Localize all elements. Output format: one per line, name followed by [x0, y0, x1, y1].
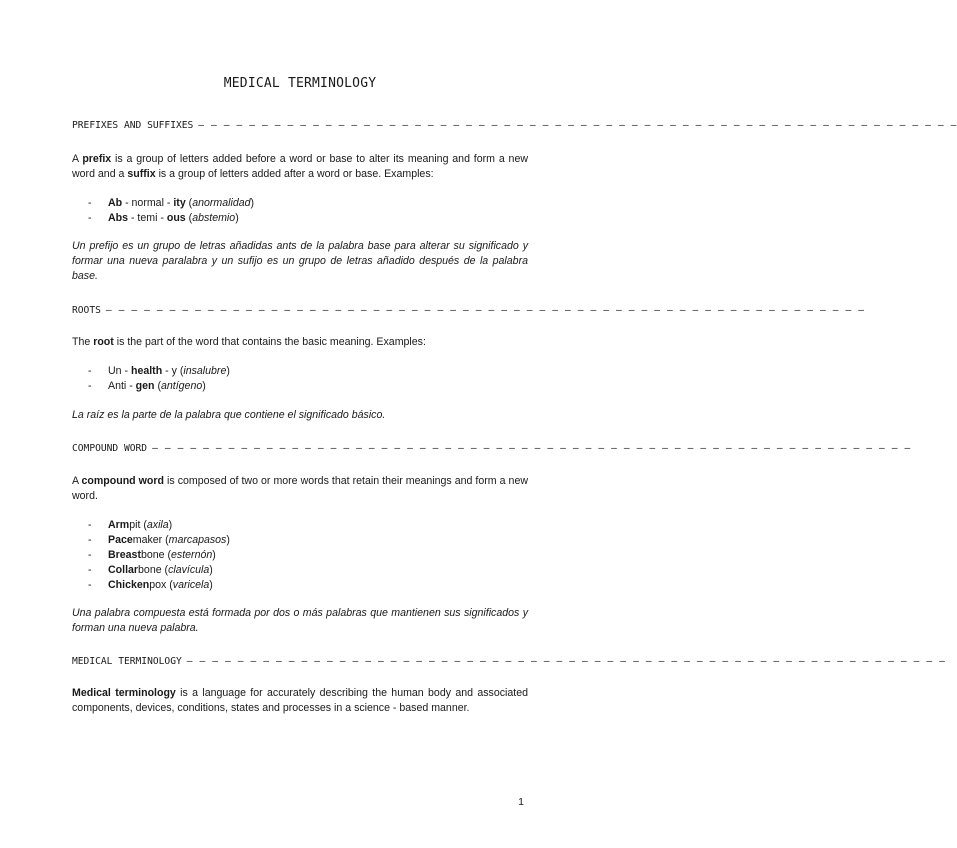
bold-term: ity — [173, 197, 186, 209]
list-item: - Collarbone (clavícula) — [88, 563, 230, 578]
list-item: - Ab - normal - ity (anormalidad) — [88, 196, 254, 211]
paragraph-compound-definition: A compound word is composed of two or more words that retain their meanings and form a new word. — [72, 475, 528, 502]
bold-term: suffix — [127, 168, 156, 180]
spanish-translation: clavícula — [168, 564, 210, 576]
bold-term: health — [130, 365, 163, 377]
heading-label: COMPOUND WORD — [72, 443, 148, 454]
bold-term: Medical terminology — [72, 687, 176, 699]
paragraph-root-definition: The root is the part of the word that contains the basic meaning. Examples: — [72, 336, 426, 348]
list-item: - Breastbone (esternón) — [88, 548, 230, 563]
bold-term: Chicken — [108, 579, 150, 591]
spanish-translation: insalubre — [183, 365, 227, 377]
bold-term: root — [93, 336, 114, 348]
heading-label: ROOTS — [72, 305, 101, 316]
spanish-translation: anormalidad — [192, 197, 251, 209]
list-item: - Pacemaker (marcapasos) — [88, 533, 230, 548]
bold-term: Breast — [108, 549, 141, 561]
paragraph-medical-terminology: Medical terminology is a language for accurately describing the human body and associated components, devices, conditions, states and processes in a science - based manner. — [72, 687, 528, 714]
section-heading-compound — [72, 441, 911, 457]
list-compound-examples — [88, 518, 230, 593]
bold-term: ous — [166, 212, 186, 224]
section-heading-medical-terminology — [72, 654, 946, 670]
bold-term: Abs — [108, 212, 129, 224]
heading-rule: – – – – – – – – – – – – – – – – – – – – – – – – – – – – – – – – – – – – – – – – – – – – – – – – – – – – – – – – – – – – — [186, 656, 946, 667]
paragraph-prefix-spanish: Un prefijo es un grupo de letras añadidas ants de la palabra base para alterar su significado y formar una nueva paralabra y un sufijo es un grupo de letras añadido después de la palabra base. — [72, 240, 528, 282]
list-item: - Anti - gen (antígeno) — [88, 379, 230, 394]
spanish-translation: marcapasos — [168, 534, 227, 546]
bold-term: Ab — [108, 197, 123, 209]
paragraph-prefix-definition: A prefix is a group of letters added before a word or base to alter its meaning and form a new word and a suffix is a group of letters added after a word or base. Examples: — [72, 153, 528, 180]
heading-rule: – – – – – – – – – – – – – – – – – – – – – – – – – – – – – – – – – – – – – – – – – – – – – – – – – – – – – – – – – – – – — [105, 305, 865, 316]
section-heading-roots — [72, 303, 865, 319]
bold-term: Pace — [108, 534, 133, 546]
list-item: - Abs - temi - ous (abstemio) — [88, 211, 254, 226]
heading-rule: – – – – – – – – – – – – – – – – – – – – – – – – – – – – – – – – – – – – – – – – – – – – – – – – – – – – – – – – – – – – — [198, 120, 957, 131]
spanish-translation: abstemio — [192, 212, 236, 224]
list-root-examples — [88, 364, 230, 394]
list-item: - Chickenpox (varicela) — [88, 578, 230, 593]
section-heading-prefixes — [72, 118, 957, 134]
list-item: - Un - health - y (insalubre) — [88, 364, 230, 379]
heading-label: MEDICAL TERMINOLOGY — [72, 656, 182, 667]
bold-term: gen — [135, 380, 155, 392]
paragraph-compound-spanish: Una palabra compuesta está formada por dos o más palabras que mantienen sus significados y forman una nueva palabra. — [72, 607, 528, 634]
heading-rule: – – – – – – – – – – – – – – – – – – – – – – – – – – – – – – – – – – – – – – – – – – – – – – – – – – – – – – – – – – – – — [152, 443, 911, 454]
bold-term: Arm — [108, 519, 130, 531]
heading-label: PREFIXES AND SUFFIXES — [72, 120, 194, 131]
page-number: 1 — [518, 796, 524, 808]
paragraph-root-spanish: La raíz es la parte de la palabra que contiene el significado básico. — [72, 409, 386, 421]
page-title: MEDICAL TERMINOLOGY — [223, 76, 377, 91]
spanish-translation: varicela — [172, 579, 210, 591]
list-prefix-examples — [88, 196, 254, 226]
spanish-translation: axila — [146, 519, 169, 531]
bold-term: prefix — [82, 153, 112, 165]
spanish-translation: antígeno — [161, 380, 203, 392]
bold-term: Collar — [108, 564, 139, 576]
spanish-translation: esternón — [171, 549, 213, 561]
list-item: - Armpit (axila) — [88, 518, 230, 533]
bold-term: compound word — [81, 475, 164, 487]
